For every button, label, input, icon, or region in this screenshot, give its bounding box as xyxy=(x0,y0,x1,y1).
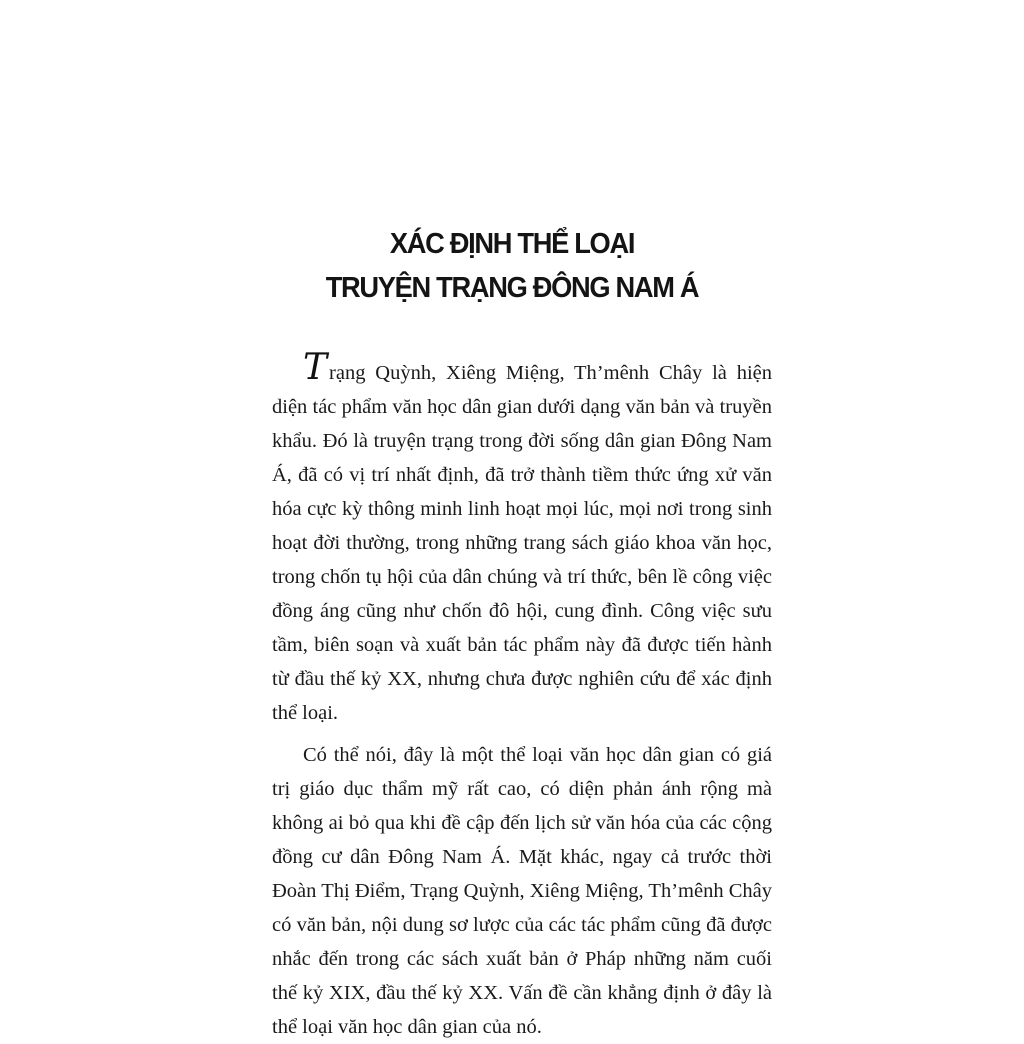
title-line-1: XÁC ĐỊNH THỂ LOẠI xyxy=(389,228,635,260)
body-text xyxy=(272,347,772,1044)
paragraph-1-text: rạng Quỳnh, Xiêng Miệng, Th’mênh Chây là hiện diện tác phẩm văn học dân gian dưới dạng văn bản và truyền khẩu. Đó là truyện trạng trong đời sống dân gian Đông Nam Á, đã có vị trí nhất định, đã trở thành tiềm thức ứng xử văn hóa cực kỳ thông minh linh hoạt mọi lúc, mọi nơi trong sinh hoạt đời thường, trong những trang sách giáo khoa văn học, trong chốn tụ hội của dân chúng và trí thức, bên lề công việc đồng áng cũng như chốn đô hội, cung đình. Công việc sưu tầm, biên soạn và xuất bản tác phẩm này đã được tiến hành từ đầu thế kỷ XX, nhưng chưa được nghiên cứu để xác định thể loại. xyxy=(272,362,772,724)
chapter-title xyxy=(0,222,1024,310)
drop-cap: T xyxy=(303,347,328,388)
paragraph-2: Có thể nói, đây là một thể loại văn học dân gian có giá trị giáo dục thẩm mỹ rất cao, có diện phản ánh rộng mà không ai bỏ qua khi đề cập đến lịch sử văn hóa của các cộng đồng cư dân Đông Nam Á. Mặt khác, ngay cả trước thời Đoàn Thị Điểm, Trạng Quỳnh, Xiêng Miệng, Th’mênh Chây có văn bản, nội dung sơ lược của các tác phẩm cũng đã được nhắc đến trong các sách xuất bản ở Pháp những năm cuối thế kỷ XIX, đầu thế kỷ XX. Vấn đề cần khẳng định ở đây là thể loại văn học dân gian của nó. xyxy=(272,744,772,1038)
paragraph-1 xyxy=(272,347,772,730)
title-line-2: TRUYỆN TRẠNG ĐÔNG NAM Á xyxy=(325,272,699,304)
